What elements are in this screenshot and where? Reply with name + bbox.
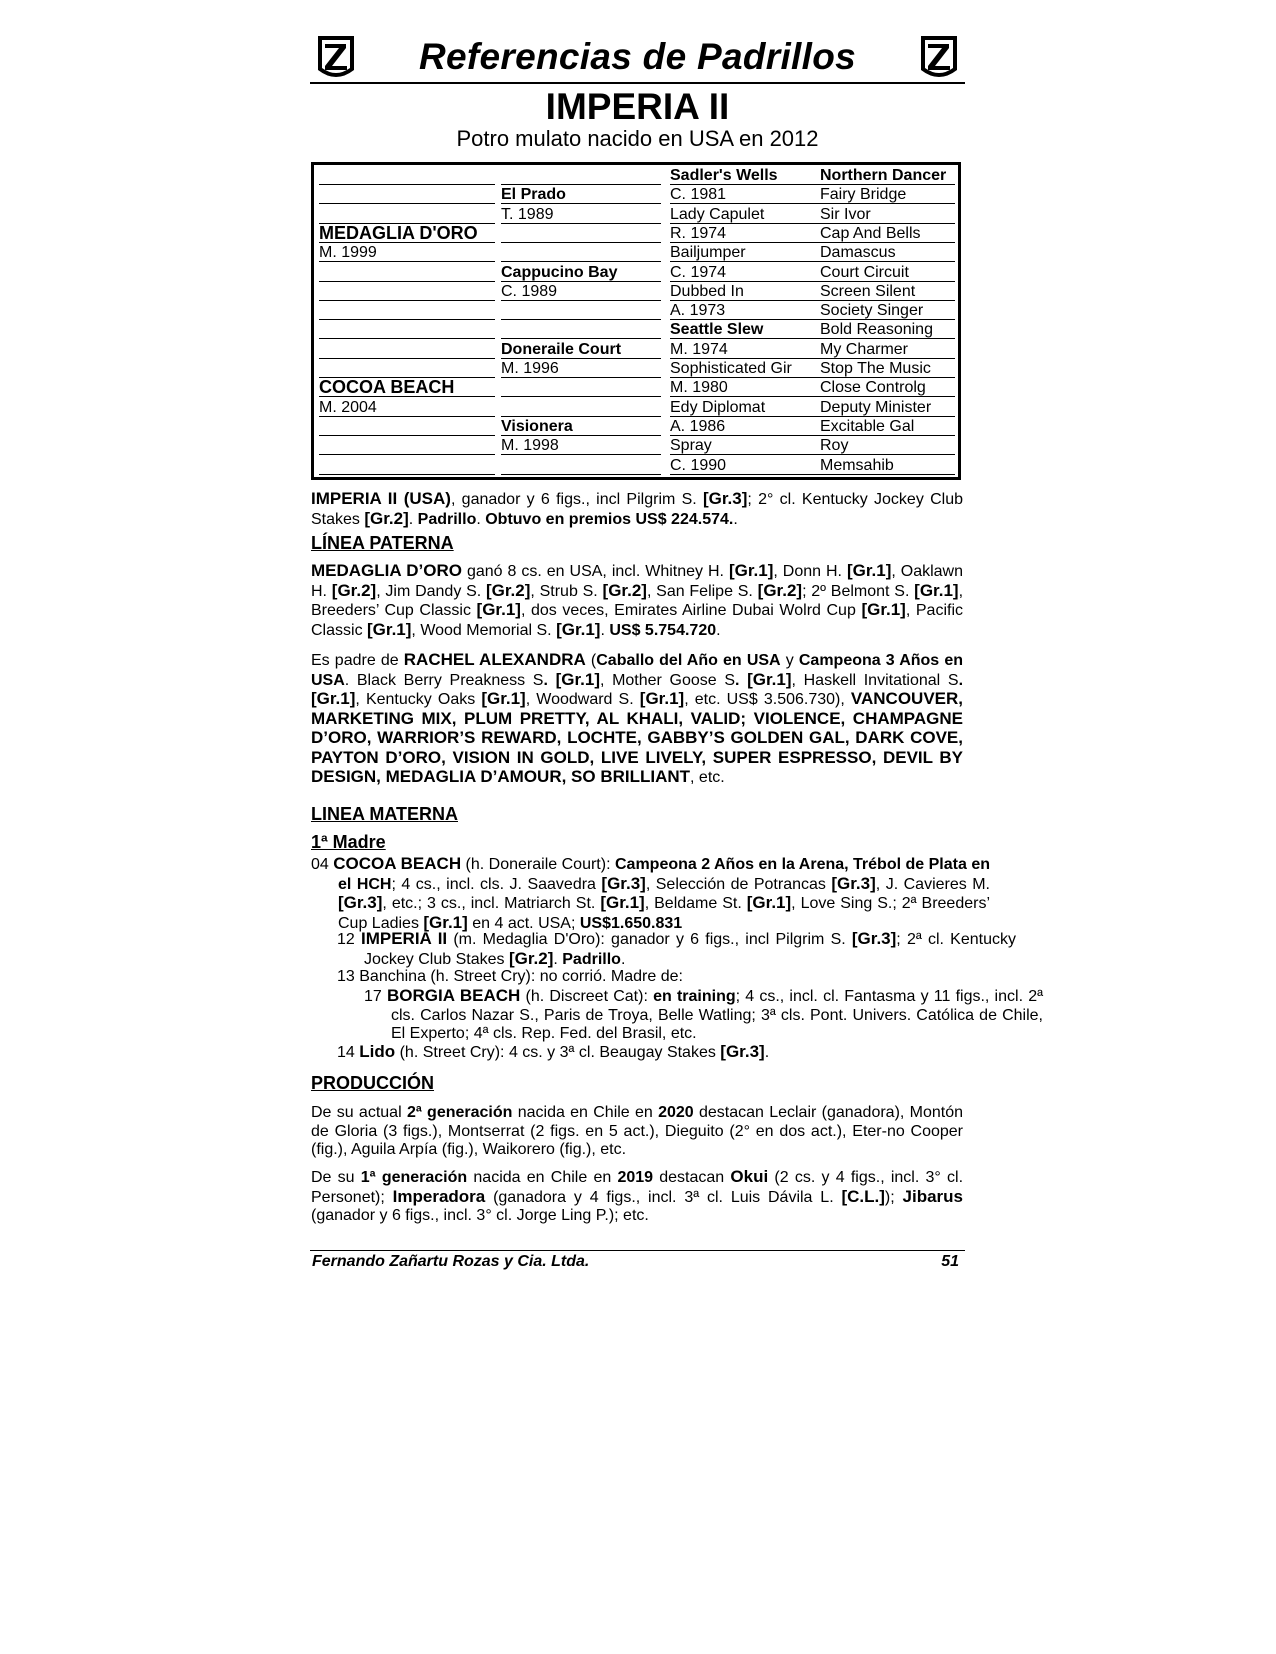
pedigree-cell: T. 1989	[501, 205, 661, 224]
pedigree-cell	[501, 378, 661, 397]
header-rule	[310, 82, 965, 84]
header-title: Referencias de Padrillos	[419, 36, 856, 77]
pedigree-cell	[501, 398, 661, 417]
pedigree-row	[319, 301, 950, 320]
pedigree-cell: Roy	[820, 436, 955, 455]
pedigree-row	[319, 340, 950, 359]
paterna-paragraph-1: MEDAGLIA D’ORO ganó 8 cs. en USA, incl. Whitney H. [Gr.1], Donn H. [Gr.1], Oaklawn H. [Gr.2], Jim Dandy S. [Gr.2], Strub S. [Gr.2], San Felipe S. [Gr.2]; 2º Belmont S. [Gr.1], Breeders’ Cup Classic [Gr.1], dos veces, Emirates Airline Dubai Wolrd Cup [Gr.1], Pacific Classic [Gr.1], Wood Memorial S. [Gr.1]. US$ 5.754.720.	[311, 561, 964, 639]
pedigree-cell: Bold Reasoning	[820, 320, 955, 339]
pedigree-cell	[501, 320, 661, 339]
horse-name: IMPERIA II	[545, 86, 730, 127]
pedigree-cell: Fairy Bridge	[820, 185, 955, 204]
pedigree-cell: COCOA BEACH	[319, 378, 495, 397]
page-number: 51	[941, 1253, 959, 1270]
pedigree-cell: M. 1996	[501, 359, 661, 378]
pedigree-cell: My Charmer	[820, 340, 955, 359]
produccion-paragraph-1: De su actual 2ª generación nacida en Chile en 2020 destacan Leclair (ganadora), Montón de Gloria (3 figs.), Montserrat (2 figs. en 5 act.), Dieguito (2° en dos act.), Eter-no Cooper (fig.), Aguila Arpía (fig.), Waikorero (fig.), etc.	[311, 1104, 964, 1158]
pedigree-cell: Court Circuit	[820, 263, 955, 282]
summary-paragraph: IMPERIA II (USA), ganador y 6 figs., incl Pilgrim S. [Gr.3]; 2° cl. Kentucky Jockey Club Stakes [Gr.2]. Padrillo. Obtuvo en premios US$ 224.574..	[311, 489, 963, 528]
pedigree-cell	[501, 301, 661, 320]
pedigree-row	[319, 166, 950, 185]
pedigree-cell	[319, 185, 495, 204]
pedigree-cell	[501, 224, 661, 243]
pedigree-table	[311, 162, 961, 480]
pedigree-cell: El Prado	[501, 185, 661, 204]
pedigree-row	[319, 436, 950, 455]
pedigree-cell: A. 1986	[670, 417, 820, 436]
pedigree-cell: Visionera	[501, 417, 661, 436]
pedigree-cell: MEDAGLIA D'ORO	[319, 224, 495, 243]
pedigree-row	[319, 320, 950, 339]
pedigree-cell: Spray	[670, 436, 820, 455]
pedigree-cell: C. 1990	[670, 456, 820, 475]
pedigree-cell: Stop The Music	[820, 359, 955, 378]
summary-horse-name: IMPERIA II (USA)	[311, 489, 451, 508]
pedigree-cell: Memsahib	[820, 456, 955, 475]
section-produccion: PRODUCCIÓN	[311, 1073, 435, 1093]
section-linea-materna: LINEA MATERNA	[311, 804, 458, 824]
pedigree-cell: Excitable Gal	[820, 417, 955, 436]
nieto-entry-17: 17 BORGIA BEACH (h. Discreet Cat): en training; 4 cs., incl. cl. Fantasma y 11 figs., incl. 2ª cls. Carlos Nazar S., Paris de Troya, Belle Watling; 3ª cls. Pont. Univers. Católica de Chile, El Experto; 4ª cls. Rep. Fed. del Brasil, etc.	[364, 986, 1044, 1042]
pedigree-cell	[319, 166, 495, 185]
zr-logo-icon	[917, 34, 961, 82]
pedigree-row	[319, 378, 950, 397]
pedigree-cell: Dubbed In	[670, 282, 820, 301]
pedigree-cell: C. 1974	[670, 263, 820, 282]
pedigree-cell: C. 1989	[501, 282, 661, 301]
pedigree-cell	[501, 243, 661, 262]
section-linea-paterna: LÍNEA PATERNA	[311, 533, 454, 553]
pedigree-cell: Doneraile Court	[501, 340, 661, 359]
pedigree-cell	[501, 166, 661, 185]
pedigree-row	[319, 185, 950, 204]
madre-entry: 04 COCOA BEACH (h. Doneraile Court): Campeona 2 Años en la Arena, Trébol de Plata en el HCH; 4 cs., incl. cls. J. Saavedra [Gr.3], Selección de Potrancas [Gr.3], J. Cavieres M. [Gr.3], etc.; 3 cs., incl. Matriarch St. [Gr.1], Beldame St. [Gr.1], Love Sing S.; 2ª Breeders’ Cup Ladies [Gr.1] en 4 act. USA; US$1.650.831	[311, 854, 991, 932]
pedigree-cell: Sadler's Wells	[670, 166, 820, 185]
section-primera-madre: 1ª Madre	[311, 832, 386, 852]
pedigree-cell: Screen Silent	[820, 282, 955, 301]
hijo-entry-13: 13 Banchina (h. Street Cry): no corrió. Madre de:	[337, 968, 683, 985]
pedigree-cell: R. 1974	[670, 224, 820, 243]
pedigree-cell: Edy Diplomat	[670, 398, 820, 417]
pedigree-row	[319, 224, 950, 243]
pedigree-cell: Cappucino Bay	[501, 263, 661, 282]
pedigree-cell: C. 1981	[670, 185, 820, 204]
pedigree-cell: Northern Dancer	[820, 166, 955, 185]
pedigree-cell: Cap And Bells	[820, 224, 955, 243]
pedigree-cell	[319, 301, 495, 320]
pedigree-cell: Seattle Slew	[670, 320, 820, 339]
pedigree-cell: M. 1999	[319, 243, 495, 262]
pedigree-row	[319, 263, 950, 282]
footer-publisher: Fernando Zañartu Rozas y Cia. Ltda.	[312, 1253, 590, 1270]
pedigree-cell: Society Singer	[820, 301, 955, 320]
pedigree-row	[319, 398, 950, 417]
pedigree-cell: M. 1980	[670, 378, 820, 397]
horse-subtitle: Potro mulato nacido en USA en 2012	[456, 126, 819, 151]
pedigree-cell	[319, 320, 495, 339]
pedigree-cell: Deputy Minister	[820, 398, 955, 417]
pedigree-cell: Sophisticated Gir	[670, 359, 820, 378]
pedigree-cell	[319, 359, 495, 378]
pedigree-row	[319, 359, 950, 378]
pedigree-row	[319, 417, 950, 436]
pedigree-cell: A. 1973	[670, 301, 820, 320]
pedigree-cell	[501, 456, 661, 475]
pedigree-cell	[319, 436, 495, 455]
header	[310, 34, 965, 86]
hijo-entry-12: 12 IMPERIA II (m. Medaglia D'Oro): ganador y 6 figs., incl Pilgrim S. [Gr.3]; 2ª cl. Kentucky Jockey Club Stakes [Gr.2]. Padrillo.	[337, 929, 1016, 968]
pedigree-cell: M. 1974	[670, 340, 820, 359]
pedigree-cell: M. 2004	[319, 398, 495, 417]
pedigree-cell: Bailjumper	[670, 243, 820, 262]
pedigree-cell	[319, 282, 495, 301]
pedigree-cell: Lady Capulet	[670, 205, 820, 224]
pedigree-cell	[319, 340, 495, 359]
pedigree-row	[319, 243, 950, 262]
paterna-paragraph-2: Es padre de RACHEL ALEXANDRA (Caballo del Año en USA y Campeona 3 Años en USA. Black Berry Preakness S. [Gr.1], Mother Goose S. [Gr.1], Haskell Invitational S. [Gr.1], Kentucky Oaks [Gr.1], Woodward S. [Gr.1], etc. US$ 3.506.730), VANCOUVER, MARKETING MIX, PLUM PRETTY, AL KHALI, VALID; VIOLENCE, CHAMPAGNE D’ORO, WARRIOR’S REWARD, LOCHTE, GABBY’S GOLDEN GAL, DARK COVE, PAYTON D’ORO, VISION IN GOLD, LIVE LIVELY, SUPER ESPRESSO, DEVIL BY DESIGN, MEDAGLIA D’AMOUR, SO BRILLIANT, etc.	[311, 650, 964, 786]
pedigree-cell: Close Controlg	[820, 378, 955, 397]
pedigree-cell	[319, 456, 495, 475]
pedigree-cell: Sir Ivor	[820, 205, 955, 224]
pedigree-row	[319, 456, 950, 475]
footer-rule	[310, 1250, 965, 1251]
pedigree-cell: M. 1998	[501, 436, 661, 455]
pedigree-cell: Damascus	[820, 243, 955, 262]
pedigree-row	[319, 205, 950, 224]
pedigree-cell	[319, 417, 495, 436]
pedigree-cell	[319, 263, 495, 282]
hijo-entry-14: 14 Lido (h. Street Cry): 4 cs. y 3ª cl. Beaugay Stakes [Gr.3].	[337, 1042, 770, 1061]
pedigree-cell	[319, 205, 495, 224]
pedigree-row	[319, 282, 950, 301]
produccion-paragraph-2: De su 1ª generación nacida en Chile en 2019 destacan Okui (2 cs. y 4 figs., incl. 3° cl. Personet); Imperadora (ganadora y 4 figs., incl. 3ª cl. Luis Dávila L. [C.L.]); Jibarus (ganador y 6 figs., incl. 3° cl. Jorge Ling P.); etc.	[311, 1167, 964, 1224]
